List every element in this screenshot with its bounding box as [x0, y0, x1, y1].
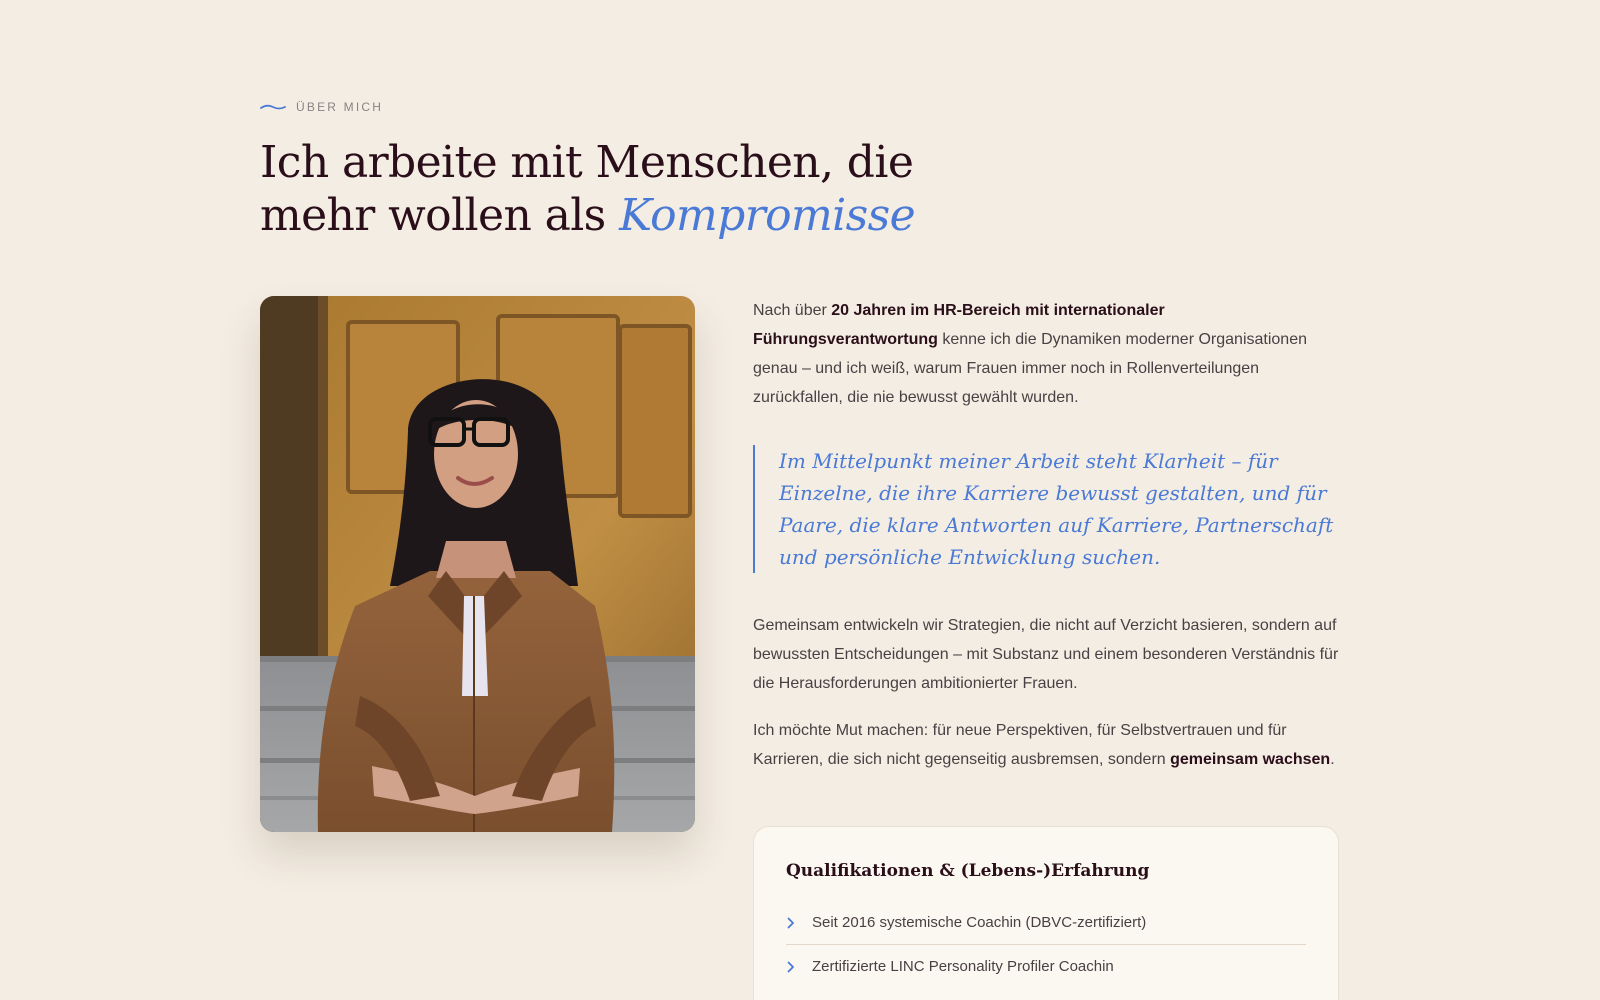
- eyebrow-label: ÜBER MICH: [296, 100, 384, 114]
- qualifications-list: [786, 901, 1306, 988]
- section-headline: [260, 136, 960, 242]
- chevron-right-icon: [786, 961, 796, 973]
- headline-text: Ich arbeite mit Menschen, die mehr wollen als: [260, 137, 914, 241]
- qualification-text: Zertifizierte LINC Personality Profiler Coachin: [812, 958, 1114, 975]
- qualifications-card: [753, 826, 1339, 1000]
- headline-accent: Kompromisse: [619, 190, 916, 241]
- pull-quote: [753, 445, 1343, 573]
- about-text: [753, 296, 1343, 774]
- encouragement-text-end: .: [1330, 751, 1335, 768]
- qualification-item: [786, 945, 1306, 988]
- intro-text-end: kenne ich die Dynamiken moderner Organisationen genau – und ich weiß, warum Frauen immer noch in Rollenverteilungen zurückfallen, die nie bewusst gewählt wurden.: [753, 331, 1307, 406]
- strategy-paragraph: Gemeinsam entwickeln wir Strategien, die nicht auf Verzicht basieren, sondern auf bewussten Entscheidungen – mit Substanz und einem besonderen Verständnis für die Herausforderungen ambitionierter Frauen.: [753, 617, 1339, 692]
- wave-line-icon: [260, 103, 286, 111]
- qualifications-title: Qualifikationen & (Lebens-)Erfahrung: [786, 861, 1150, 881]
- encouragement-paragraph: [753, 716, 1343, 774]
- section-eyebrow: [260, 100, 383, 114]
- encouragement-text-start: Ich möchte Mut machen: für neue Perspektiven, für Selbstvertrauen und für Karrieren, die sich nicht gegenseitig ausbremsen, sondern: [753, 722, 1287, 768]
- portrait-photo: [260, 296, 695, 832]
- intro-paragraph: [753, 296, 1343, 412]
- intro-text-start: Nach über: [753, 302, 832, 319]
- qualification-item: [786, 901, 1306, 945]
- chevron-right-icon: [786, 917, 796, 929]
- encouragement-highlight: gemeinsam wachsen: [1170, 751, 1331, 768]
- intro-highlight: 20 Jahren im HR-Bereich mit internationaler Führungsverantwortung: [753, 302, 1165, 348]
- qualification-text: Seit 2016 systemische Coachin (DBVC-zertifiziert): [812, 914, 1147, 931]
- pull-quote-text: Im Mittelpunkt meiner Arbeit steht Klarheit – für Einzelne, die ihre Karriere bewusst gestalten, und für Paare, die klare Antworten auf Karriere, Partnerschaft und persönliche Entwicklung suchen.: [779, 449, 1334, 569]
